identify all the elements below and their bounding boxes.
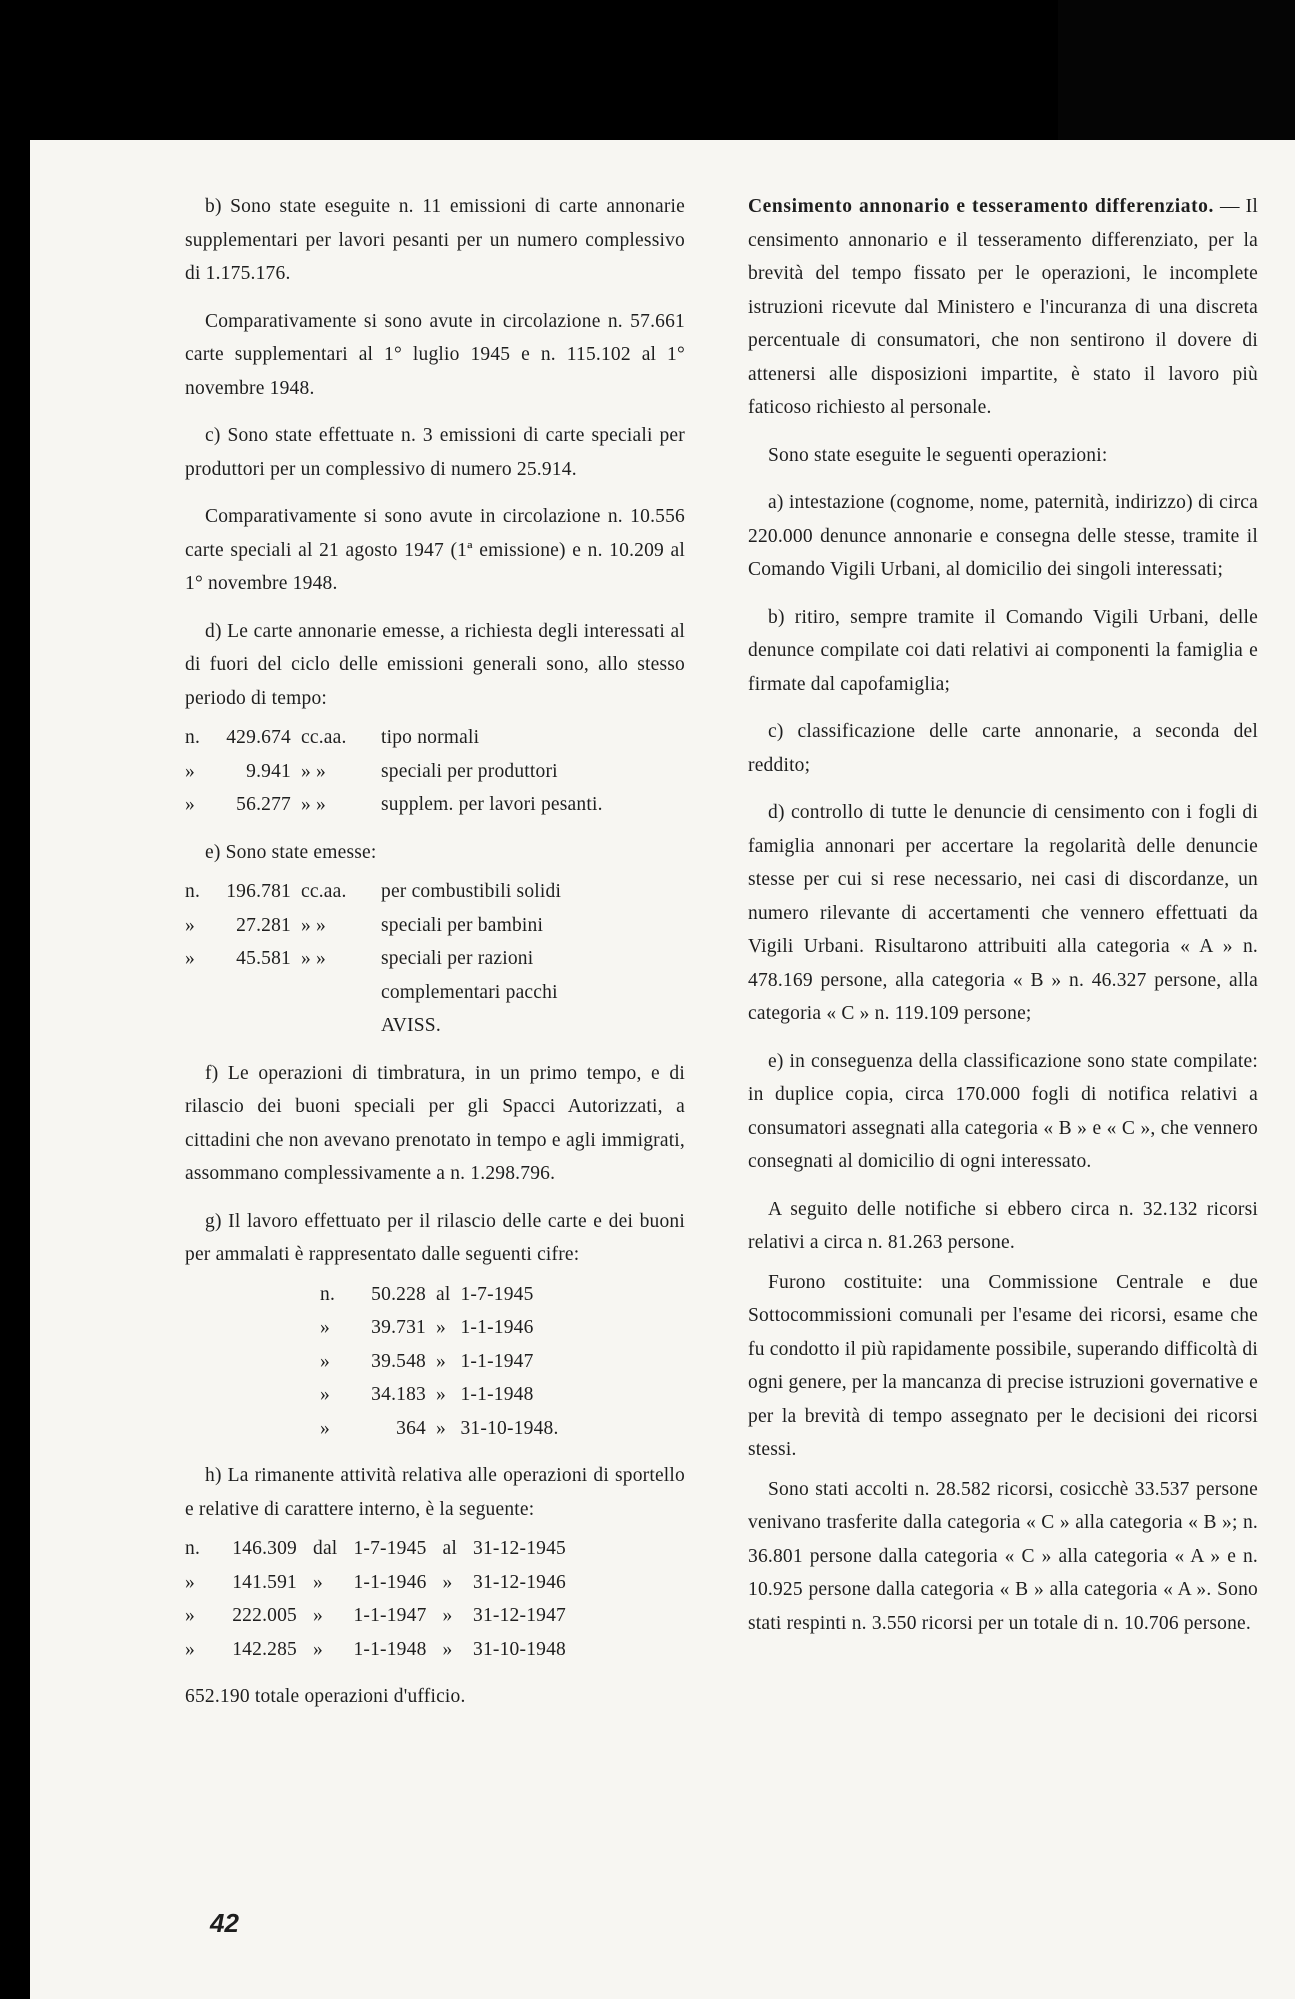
paragraph-d: d) Le carte annonarie emesse, a richiesta degli interessati al di fuori del ciclo delle emissioni generali sono, allo stesso periodo di tempo: (185, 620, 685, 709)
operation-c: c) classificazione delle carte annonarie, a seconda del reddito; (748, 721, 1258, 776)
list-item: » 56.277 » » supplem. per lavori pesanti. (185, 794, 603, 815)
list-e (185, 875, 621, 1043)
right-column (748, 190, 1258, 1654)
document-page (30, 140, 1295, 1999)
operations-total: 652.190 totale operazioni d'ufficio. (185, 1686, 466, 1707)
list-item: n. 146.309 dal 1-7-1945 al 31-12-1945 (185, 1538, 567, 1559)
paragraph-f: f) Le operazioni di timbratura, in un primo tempo, e di rilascio dei buoni speciali per gli Spacci Autorizzati, a cittadini che non avevano prenotato in tempo e agli immigrati, assommano complessivamente a n. 1.298.796. (185, 1062, 685, 1184)
scan-dark-band (1058, 0, 1295, 140)
list-item: n. 429.674 cc.aa. tipo normali (185, 727, 480, 748)
paragraph-e: e) Sono state emesse: (205, 841, 377, 863)
list-item: » 39.731 » 1-1-1946 (320, 1317, 534, 1338)
operation-b: b) ritiro, sempre tramite il Comando Vigili Urbani, delle denunce compilate coi dati relativi ai componenti la famiglia e firmate dal capofamiglia; (748, 606, 1258, 695)
commissions-paragraph: Furono costituite: una Commissione Centrale e due Sottocommissioni comunali per l'esame dei ricorsi, esame che fu condotto il più rapidamente possibile, superando difficoltà di ogni genere, per la mancanza di precise istruzioni governative e per la brevità di tempo assegnato per le decisioni dei ricorsi stessi. (748, 1271, 1258, 1460)
paragraph-c-comparison: Comparativamente si sono avute in circolazione n. 10.556 carte speciali al 21 agosto 1947 (1ª emissione) e n. 10.209 al 1° novembre 1948. (185, 506, 685, 594)
left-column (185, 190, 685, 1728)
list-d (185, 721, 613, 822)
accepted-appeals-paragraph: Sono stati accolti n. 28.582 ricorsi, cosicchè 33.537 persone venivano trasferite dalla categoria « C » alla categoria « B »; n. 36.801 persone dalla categoria « C » alla categoria « A » e n. 10.925 persone dalla categoria « B » alla categoria « A ». Sono stati respinti n. 3.550 ricorsi per un totale di n. 10.706 persone. (748, 1478, 1258, 1634)
list-item: » 27.281 » » speciali per bambini (185, 914, 544, 936)
list-item: » 141.591 » 1-1-1946 » 31-12-1946 (185, 1571, 567, 1593)
list-g (320, 1278, 569, 1446)
list-h (185, 1532, 582, 1666)
paragraph-c: c) Sono state effettuate n. 3 emissioni di carte speciali per produttori per un complessivo di numero 25.914. (185, 425, 685, 480)
paragraph-b: b) Sono state eseguite n. 11 emissioni di carte annonarie supplementari per lavori pesanti per un numero complessivo di 1.175.176. (185, 196, 685, 284)
operations-intro: Sono state eseguite le seguenti operazioni: (768, 444, 1108, 466)
operation-a: a) intestazione (cognome, nome, paternità, indirizzo) di circa 220.000 denunce annonarie e consegna delle stesse, tramite il Comando Vigili Urbani, al domicilio dei singoli interessati; (748, 492, 1258, 580)
list-item: » 45.581 » » speciali per razioni complementari pacchi AVISS. (185, 948, 558, 1036)
list-item: » 9.941 » » speciali per produttori (185, 760, 558, 782)
section-heading: Censimento annonario e tesseramento differenziato. (748, 196, 1214, 217)
appeals-paragraph: A seguito delle notifiche si ebbero circa n. 32.132 ricorsi relativi a circa n. 81.263 persone. (748, 1198, 1258, 1253)
list-item: n. 196.781 cc.aa. per combustibili solidi (185, 881, 562, 902)
list-item: » 34.183 » 1-1-1948 (320, 1384, 534, 1405)
paragraph-g: g) Il lavoro effettuato per il rilascio delle carte e dei buoni per ammalati è rappresentato dalle seguenti cifre: (185, 1210, 685, 1265)
list-item: » 39.548 » 1-1-1947 (320, 1350, 534, 1372)
page-number: 42 (210, 1908, 239, 1938)
paragraph-b-comparison: Comparativamente si sono avute in circolazione n. 57.661 carte supplementari al 1° luglio 1945 e n. 115.102 al 1° novembre 1948. (185, 310, 685, 399)
list-item: » 222.005 » 1-1-1947 » 31-12-1947 (185, 1605, 567, 1626)
paragraph-h: h) La rimanente attività relativa alle operazioni di sportello e relative di carattere interno, è la seguente: (185, 1465, 685, 1520)
operation-d: d) controllo di tutte le denuncie di censimento con i fogli di famiglia annonari per accertare la regolarità delle denuncie stesse per cui si rese necessario, nei casi di discordanze, un numero rilevante di accertamenti che vennero effettuati da Vigili Urbani. Risultarono attribuiti alla categoria « A » n. 478.169 persone, alla categoria « B » n. 46.327 persone, alla categoria « C » n. 119.109 persone; (748, 802, 1258, 1024)
list-item: » 142.285 » 1-1-1948 » 31-10-1948 (185, 1638, 567, 1660)
operation-e: e) in conseguenza della classificazione sono state compilate: in duplice copia, circa 170.000 fogli di notifica relativi a consumatori assegnati alla categoria « B » e « C », che vennero consegnati al domicilio di ogni interessato. (748, 1050, 1258, 1172)
list-item: n. 50.228 al 1-7-1945 (320, 1283, 534, 1305)
census-paragraph: Censimento annonario e tesseramento differenziato. — Il censimento annonario e il tesseramento differenziato, per la brevità del tempo fissato per le operazioni, le incomplete istruzioni ricevute dal Ministero e l'incuranza di una discreta percentuale di consumatori, che non sentirono il dovere di attenersi alle disposizioni impartite, è stato il lavoro più faticoso richiesto al personale. (748, 196, 1258, 418)
list-item: » 364 » 31-10-1948. (320, 1417, 559, 1439)
